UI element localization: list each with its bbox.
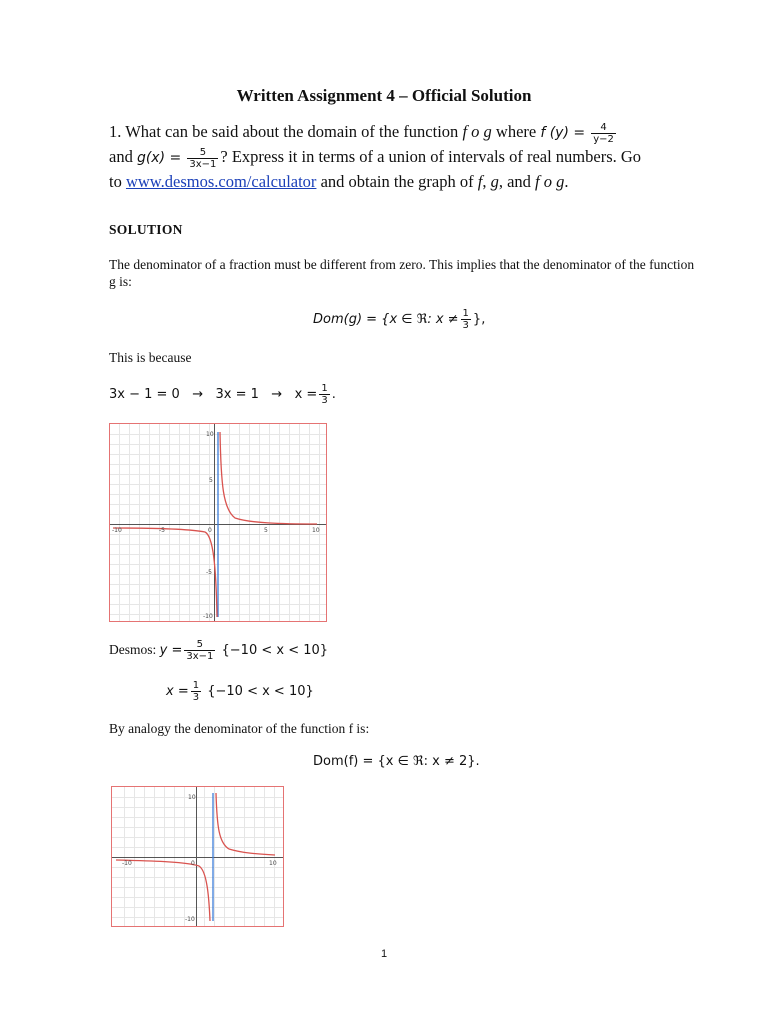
graph-g-tick-x-neg5: -5 xyxy=(159,527,165,534)
question-number: 1. xyxy=(109,122,122,141)
equation-chain xyxy=(109,383,336,406)
g-fraction xyxy=(187,147,218,170)
composition-label-2: f o g xyxy=(535,172,565,191)
graph-f-desmos xyxy=(111,786,284,927)
graph-g-tick-x-neg10: -10 xyxy=(112,527,122,534)
desmos-x-range: {−10 < x < 10} xyxy=(207,684,314,699)
desmos-lhs: y = xyxy=(159,643,183,658)
because-text: This is because xyxy=(109,350,192,365)
graph-g-tick-y-10: 10 xyxy=(206,431,214,438)
desmos-label: Desmos: xyxy=(109,642,160,657)
period: . xyxy=(564,172,569,191)
f-label: f xyxy=(477,172,483,191)
paragraph-denominator: The denominator of a fraction must be different from zero. This implies that the denominator of the function g is: xyxy=(109,257,695,289)
f-definition: f (y) = xyxy=(540,125,586,141)
desmos-equation-x xyxy=(166,680,314,703)
g-label: g xyxy=(490,172,499,191)
equation-chain-end: . xyxy=(331,387,336,402)
dom-g-numerator: 1 xyxy=(462,308,469,319)
page-number: 1 xyxy=(380,948,388,960)
g-numerator: 5 xyxy=(199,146,207,158)
solution-heading: SOLUTION xyxy=(109,222,183,237)
graph-f-tick-x-neg10: -10 xyxy=(122,860,132,867)
desmos-numerator: 5 xyxy=(196,639,204,650)
graph-f-tick-x-10: 10 xyxy=(269,860,277,867)
g-denominator: 3x−1 xyxy=(189,158,217,170)
graph-g-tick-x-5: 5 xyxy=(264,527,268,534)
analogy-text: By analogy the denominator of the function f is: xyxy=(109,721,370,736)
graph-f-tick-x-0: 0 xyxy=(191,860,195,867)
graph-g-curve-right xyxy=(220,432,317,524)
equation-chain-denominator: 3 xyxy=(321,395,328,406)
equation-chain-main: 3x − 1 = 0 → 3x = 1 → x = xyxy=(109,387,318,402)
f-denominator: y−2 xyxy=(593,133,614,145)
desmos-x-denominator: 3 xyxy=(192,692,200,703)
question-text-2: ? Express it in terms of a union of intervals of real numbers. Go xyxy=(220,147,642,166)
desmos-x-lhs: x = xyxy=(166,684,189,699)
graph-g-curve-left xyxy=(113,528,217,617)
question-where: where xyxy=(491,122,541,141)
dom-f-equation: Dom(f) = {x ∈ ℜ: x ≠ 2}. xyxy=(313,754,480,769)
graph-g-tick-y-neg5: -5 xyxy=(206,569,212,576)
equation-chain-numerator: 1 xyxy=(321,383,328,394)
dom-g-fraction xyxy=(461,308,471,331)
graph-g-tick-x-10: 10 xyxy=(312,527,320,534)
page-title: Written Assignment 4 – Official Solution xyxy=(236,86,532,105)
graph-g-desmos xyxy=(109,423,327,622)
graph-g-tick-y-neg10: -10 xyxy=(203,613,213,620)
graph-f-tick-y-10: 10 xyxy=(188,794,196,801)
desmos-equation-g xyxy=(109,639,328,662)
question-to: to xyxy=(109,172,126,191)
composition-label: f o g xyxy=(462,122,492,141)
question-text: What can be said about the domain of the function xyxy=(121,122,463,141)
f-numerator: 4 xyxy=(600,121,607,133)
question-line-1 xyxy=(109,120,697,145)
desmos-x-numerator: 1 xyxy=(192,680,200,691)
question-text-3: and obtain the graph of xyxy=(316,172,478,191)
question-1 xyxy=(109,120,697,194)
g-definition: g(x) = xyxy=(136,150,182,166)
question-line-3 xyxy=(109,170,697,194)
desmos-fraction xyxy=(184,639,215,662)
f-fraction xyxy=(591,122,616,145)
graph-f-curve-left xyxy=(116,860,210,921)
dom-g-rhs: }, xyxy=(472,312,486,327)
graph-g-tick-x-0: 0 xyxy=(208,527,212,534)
desmos-x-fraction xyxy=(191,680,201,703)
dom-g-denominator: 3 xyxy=(462,320,469,331)
graph-f-grid xyxy=(112,787,283,926)
dom-g-equation xyxy=(313,308,485,331)
desmos-range: {−10 < x < 10} xyxy=(221,643,329,658)
question-text-4: , and xyxy=(498,172,536,191)
desmos-denominator: 3x−1 xyxy=(186,651,214,662)
dom-g-lhs: Dom(g) = {x ∈ ℜ: x ≠ xyxy=(313,312,459,327)
equation-chain-fraction xyxy=(319,383,329,406)
graph-f-tick-y-neg10: -10 xyxy=(185,916,195,923)
desmos-link[interactable]: www.desmos.com/calculator xyxy=(125,172,317,191)
question-line-2 xyxy=(109,145,697,170)
question-and: and xyxy=(109,147,137,166)
graph-g-tick-y-5: 5 xyxy=(209,477,213,484)
comma: , xyxy=(482,172,491,191)
